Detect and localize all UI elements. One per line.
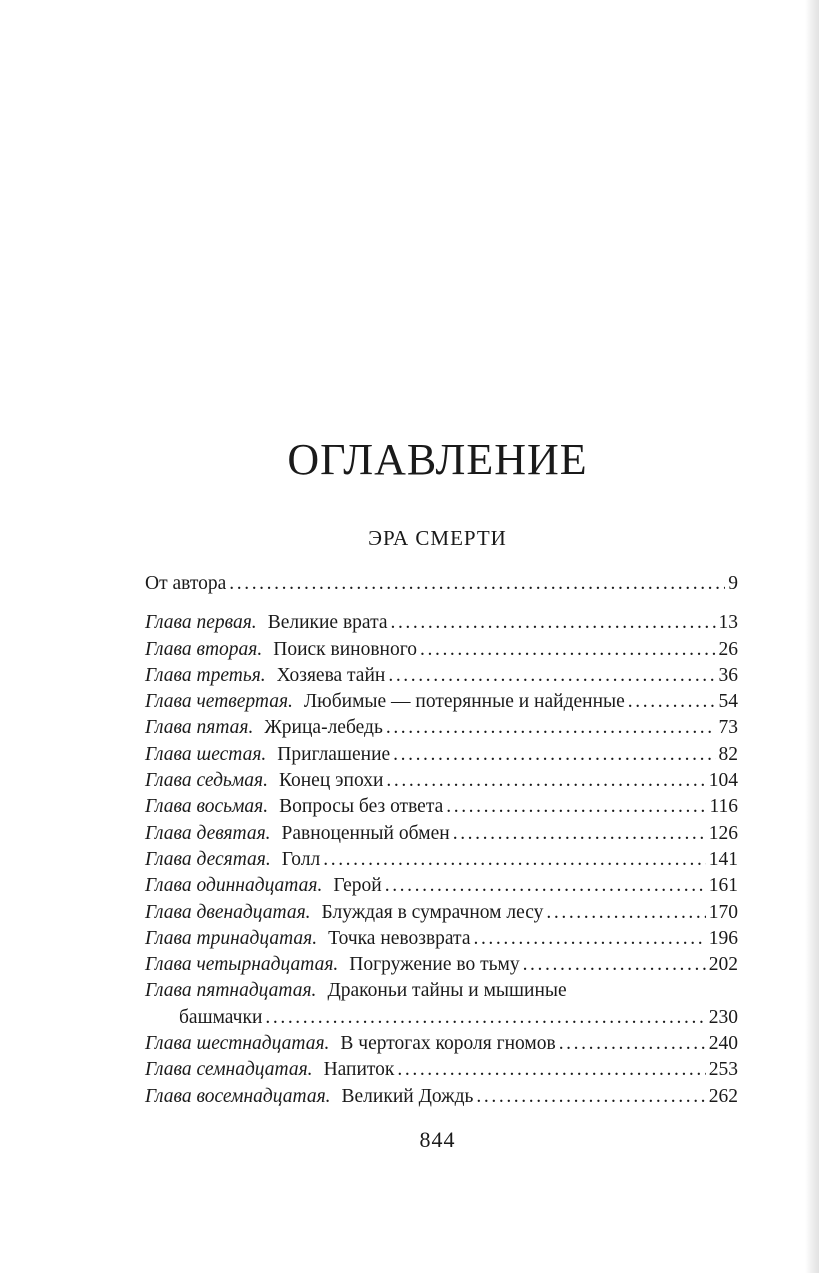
section-title: ЭРА СМЕРТИ	[368, 526, 507, 550]
dot-leader	[523, 952, 706, 978]
chapter-title: Великий Дождь	[341, 1085, 474, 1107]
chapter-label: Глава вторая.	[145, 638, 263, 660]
chapter-title: Хозяева тайн	[276, 664, 386, 686]
toc-entry	[145, 978, 738, 1004]
toc-entry	[145, 715, 738, 741]
toc-entry-page: 9	[728, 573, 738, 594]
dot-leader	[453, 821, 706, 847]
dot-leader	[385, 873, 706, 899]
chapter-page: 202	[708, 954, 738, 976]
page-edge-shadow	[805, 0, 819, 1273]
chapter-page: 13	[718, 612, 738, 634]
toc-entry	[145, 663, 738, 689]
dot-leader	[397, 1057, 705, 1083]
toc-entry	[145, 610, 738, 636]
chapter-title: Погружение во тьму	[349, 954, 520, 976]
chapter-label: Глава третья.	[145, 664, 266, 686]
chapter-label: Глава седьмая.	[145, 770, 268, 792]
toc-entry	[145, 742, 738, 768]
chapter-title: Поиск виновного	[273, 638, 418, 660]
chapter-label: Глава двенадцатая.	[145, 901, 311, 923]
chapter-page: 253	[708, 1059, 738, 1081]
chapter-title: Драконьи тайны и мышиные	[327, 980, 567, 1002]
toc-entry	[145, 847, 738, 873]
chapter-title: Голл	[281, 848, 321, 870]
toc-entry	[145, 768, 738, 794]
chapter-title: Конец эпохи	[278, 770, 384, 792]
chapter-title: Блуждая в сумрачном лесу	[321, 901, 544, 923]
chapter-page: 26	[718, 638, 738, 660]
chapter-page: 82	[718, 743, 738, 765]
chapter-label: Глава восьмая.	[145, 796, 269, 818]
table-of-contents	[145, 571, 738, 1110]
dot-leader	[229, 571, 725, 597]
toc-entry-continuation	[145, 1005, 738, 1031]
toc-entry	[145, 900, 738, 926]
dot-leader	[476, 1084, 705, 1110]
chapter-page: 73	[718, 717, 738, 739]
toc-entry	[145, 794, 738, 820]
toc-entry	[145, 873, 738, 899]
toc-entry	[145, 821, 738, 847]
toc-entry	[145, 1084, 738, 1110]
chapter-label: Глава десятая.	[145, 848, 271, 870]
chapter-label: Глава одиннадцатая.	[145, 875, 323, 897]
chapter-page: 141	[708, 848, 738, 870]
chapter-label: Глава девятая.	[145, 822, 271, 844]
chapter-page: 230	[708, 1006, 738, 1028]
chapter-title-continuation: башмачки	[179, 1006, 263, 1028]
chapter-label: Глава тринадцатая.	[145, 927, 318, 949]
toc-entry	[145, 952, 738, 978]
chapter-label: Глава пятнадцатая.	[145, 980, 317, 1002]
toc-entry	[145, 1057, 738, 1083]
chapter-page: 126	[708, 822, 738, 844]
dot-leader	[473, 926, 705, 952]
dot-leader	[420, 637, 715, 663]
chapter-page: 54	[718, 691, 738, 713]
chapter-title: Приглашение	[277, 743, 391, 765]
dot-leader	[393, 742, 715, 768]
chapter-title: Вопросы без ответа	[279, 796, 444, 818]
chapter-label: Глава семнадцатая.	[145, 1059, 313, 1081]
chapter-label: Глава шестнадцатая.	[145, 1033, 330, 1055]
chapter-label: Глава четырнадцатая.	[145, 954, 339, 976]
chapter-page: 240	[708, 1033, 738, 1055]
dot-leader	[446, 794, 706, 820]
toc-entry	[145, 926, 738, 952]
chapter-page: 104	[708, 770, 738, 792]
chapter-page: 116	[709, 796, 738, 818]
chapter-title: В чертогах короля гномов	[340, 1033, 556, 1055]
chapter-page: 170	[708, 901, 738, 923]
chapter-title: Герой	[333, 875, 382, 897]
chapter-label: Глава пятая.	[145, 717, 254, 739]
chapter-title: Любимые — потерянные и найденные	[303, 691, 625, 713]
chapter-page: 161	[708, 875, 738, 897]
dot-leader	[323, 847, 706, 873]
toc-entry	[145, 637, 738, 663]
page-number: 844	[419, 1127, 456, 1152]
chapter-page: 196	[708, 927, 738, 949]
page-title: ОГЛАВЛЕНИЕ	[287, 435, 588, 484]
chapter-title: Напиток	[323, 1059, 395, 1081]
dot-leader	[386, 768, 705, 794]
dot-leader	[546, 900, 705, 926]
dot-leader	[386, 715, 716, 741]
chapter-title: Жрица-лебедь	[264, 717, 383, 739]
chapter-title: Точка невозврата	[328, 927, 471, 949]
chapter-title: Равноценный обмен	[281, 822, 450, 844]
toc-entry	[145, 689, 738, 715]
chapter-label: Глава четвертая.	[145, 691, 293, 713]
toc-entry-title: От автора	[145, 573, 227, 594]
chapter-page: 36	[718, 664, 738, 686]
book-page	[145, 0, 738, 1273]
chapter-label: Глава первая.	[145, 612, 257, 634]
toc-entry	[145, 1031, 738, 1057]
chapter-label: Глава восемнадцатая.	[145, 1085, 331, 1107]
chapter-page: 262	[708, 1085, 738, 1107]
dot-leader	[390, 610, 715, 636]
dot-leader	[265, 1005, 705, 1031]
chapter-title: Великие врата	[267, 612, 388, 634]
dot-leader	[628, 689, 716, 715]
toc-entry-author	[145, 571, 738, 597]
dot-leader	[388, 663, 715, 689]
dot-leader	[559, 1031, 706, 1057]
chapter-label: Глава шестая.	[145, 743, 267, 765]
